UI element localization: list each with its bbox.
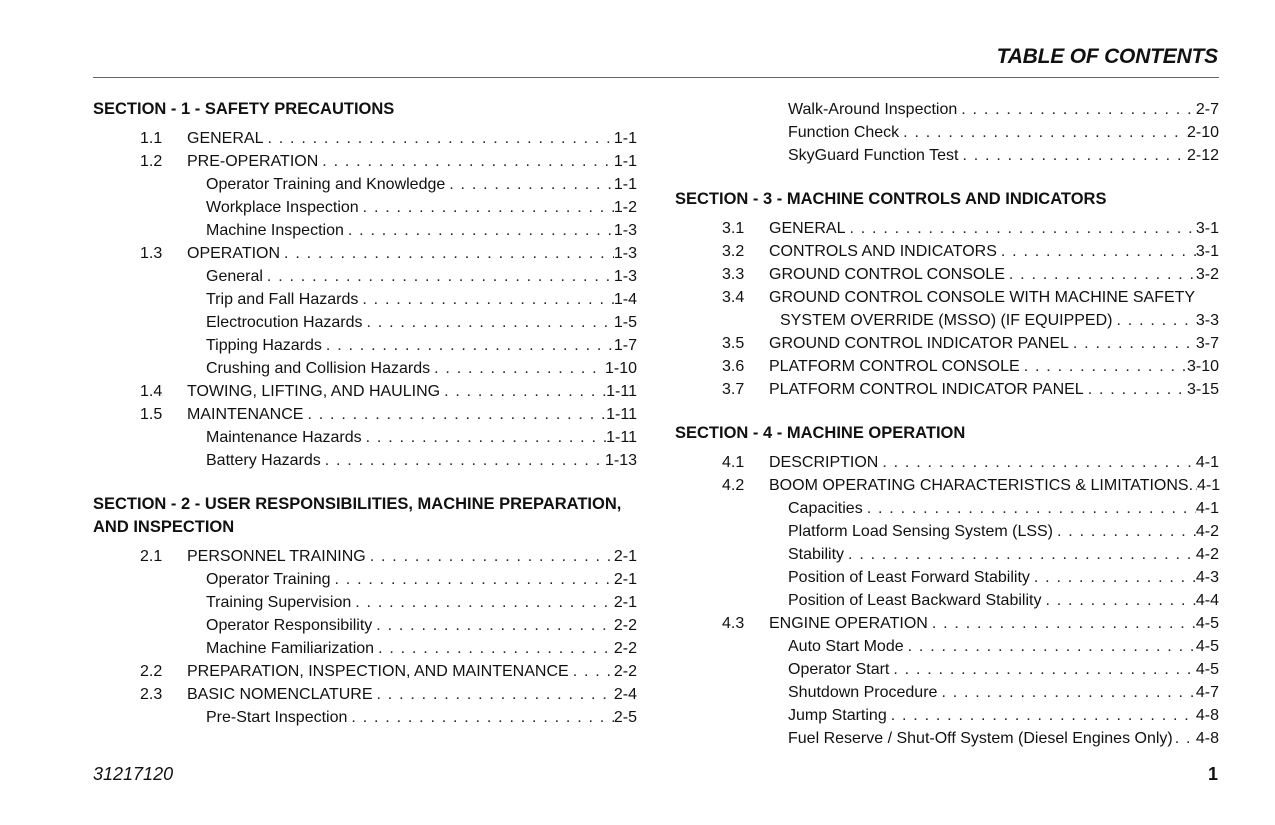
entry-number: 1.4 (140, 383, 163, 400)
entry-page: 4-2 (1195, 546, 1219, 563)
toc-entry[interactable] (93, 242, 637, 265)
dot-leader (430, 357, 605, 380)
entry-page: 2-7 (1195, 101, 1219, 118)
entry-title: GROUND CONTROL CONSOLE WITH MACHINE SAFETY (769, 289, 1196, 306)
entry-page: 1-4 (613, 291, 637, 308)
entry-title: Tipping Hazards (206, 337, 322, 354)
entry-page: 1-10 (604, 360, 637, 377)
entry-title: PERSONNEL TRAINING (187, 548, 366, 565)
entry-title: Shutdown Procedure (788, 684, 938, 701)
toc-subentry[interactable] (675, 144, 1219, 167)
entry-title: Walk-Around Inspection (788, 101, 958, 118)
entry-title: MAINTENANCE (187, 406, 304, 423)
dot-leader (904, 635, 1196, 658)
dot-leader (1030, 566, 1196, 589)
toc-subentry[interactable] (93, 426, 637, 449)
entry-page: 3-10 (1186, 358, 1219, 375)
toc-entry[interactable] (675, 612, 1219, 635)
entry-page: 3-1 (1195, 220, 1219, 237)
dot-leader (263, 127, 613, 150)
toc-subentry[interactable] (93, 449, 637, 472)
dot-leader (374, 637, 614, 660)
entry-title: Pre-Start Inspection (206, 709, 348, 726)
toc-subentry[interactable] (93, 614, 637, 637)
entry-number: 4.3 (722, 615, 745, 632)
entry-number: 3.6 (722, 358, 745, 375)
entry-title: PREPARATION, INSPECTION, AND MAINTENANCE (187, 663, 569, 680)
dot-leader (1005, 263, 1196, 286)
entry-page: 2-10 (1186, 124, 1219, 141)
dot-leader (845, 217, 1195, 240)
dot-leader (899, 121, 1187, 144)
toc-entry[interactable] (675, 451, 1219, 474)
toc-entry[interactable] (93, 127, 637, 150)
entry-number: 4.1 (722, 454, 745, 471)
page-header-title: TABLE OF CONTENTS (996, 45, 1218, 68)
toc-entry[interactable] (93, 403, 637, 426)
entry-title: Maintenance Hazards (206, 429, 362, 446)
toc-subentry[interactable] (93, 219, 637, 242)
entry-title: Trip and Fall Hazards (206, 291, 359, 308)
entry-page: 1-13 (604, 452, 637, 469)
entry-title: Position of Least Forward Stability (788, 569, 1030, 586)
entry-title: PLATFORM CONTROL INDICATOR PANEL (769, 381, 1084, 398)
toc-entry[interactable] (675, 286, 1219, 309)
dot-leader (1084, 378, 1187, 401)
toc-entry[interactable] (675, 355, 1219, 378)
dot-leader (440, 380, 606, 403)
toc-subentry[interactable] (93, 706, 637, 729)
entry-title: Position of Least Backward Stability (788, 592, 1042, 609)
entry-number: 2.2 (140, 663, 163, 680)
dot-leader (569, 660, 614, 683)
document-number: 31217120 (93, 764, 174, 784)
entry-page: 4-5 (1195, 661, 1219, 678)
entry-number: 3.1 (722, 220, 745, 237)
entry-page: 4-5 (1195, 615, 1219, 632)
dot-leader (362, 426, 607, 449)
entry-page: 4-8 (1195, 730, 1219, 747)
entry-page: 2-2 (613, 640, 637, 657)
entry-page: 4-1 (1195, 454, 1219, 471)
toc-entry[interactable] (675, 217, 1219, 240)
entry-title: Operator Training and Knowledge (206, 176, 446, 193)
entry-number: 1.1 (140, 130, 163, 147)
entry-title: PRE-OPERATION (187, 153, 319, 170)
entry-title: Capacities (788, 500, 863, 517)
toc-entry[interactable] (675, 263, 1219, 286)
entry-title: SYSTEM OVERRIDE (MSSO) (IF EQUIPPED) (780, 312, 1113, 329)
entry-page: 4-2 (1195, 523, 1219, 540)
toc-subentry[interactable] (93, 637, 637, 660)
dot-leader (1053, 520, 1196, 543)
toc-subentry[interactable] (93, 357, 637, 380)
dot-leader (331, 568, 614, 591)
toc-entry[interactable] (675, 474, 1219, 497)
entry-page: 4-1 (1195, 500, 1219, 517)
entry-number: 4.2 (722, 477, 745, 494)
toc-subentry[interactable] (675, 589, 1219, 612)
dot-leader (321, 449, 605, 472)
entry-page: 1-7 (613, 337, 637, 354)
entry-title: OPERATION (187, 245, 281, 262)
entry-page: 1-5 (613, 314, 637, 331)
toc-entry[interactable] (93, 380, 637, 403)
entry-number: 3.3 (722, 266, 745, 283)
dot-leader (928, 612, 1196, 635)
entry-page: 4-3 (1195, 569, 1219, 586)
toc-subentry[interactable] (675, 727, 1219, 750)
dot-leader (347, 706, 613, 729)
toc-subentry[interactable] (93, 334, 637, 357)
entry-title: General (206, 268, 263, 285)
toc-subentry[interactable] (675, 658, 1219, 681)
entry-page: 2-1 (613, 571, 637, 588)
dot-leader (303, 403, 606, 426)
toc-entry[interactable] (93, 545, 637, 568)
entry-page: 4-5 (1195, 638, 1219, 655)
dot-leader (344, 219, 614, 242)
entry-page: 1-11 (606, 429, 637, 446)
toc-entry[interactable] (675, 240, 1219, 263)
toc-entry-continuation[interactable] (675, 309, 1219, 332)
dot-leader (937, 681, 1195, 704)
entry-title: GENERAL (187, 130, 264, 147)
dot-leader (372, 614, 614, 637)
section-heading[interactable]: SECTION - 3 - MACHINE CONTROLS AND INDICATORS (675, 190, 1107, 208)
section-heading[interactable]: SECTION - 1 - SAFETY PRECAUTIONS (93, 100, 395, 118)
entry-page: 2-4 (613, 686, 637, 703)
toc-subentry[interactable] (675, 635, 1219, 658)
dot-leader (318, 150, 614, 173)
entry-title: Jump Starting (788, 707, 887, 724)
entry-page: 1-2 (613, 199, 637, 216)
entry-page: 3-15 (1186, 381, 1219, 398)
dot-leader (1041, 589, 1195, 612)
dot-leader (1020, 355, 1187, 378)
dot-leader (366, 545, 614, 568)
entry-page: 2-2 (613, 617, 637, 634)
toc-column-right (675, 98, 1219, 750)
entry-title: Fuel Reserve / Shut-Off System (Diesel Engines Only) (788, 730, 1173, 747)
dot-leader (322, 334, 614, 357)
entry-number: 3.7 (722, 381, 745, 398)
toc-subentry[interactable] (93, 591, 637, 614)
entry-title: DESCRIPTION (769, 454, 879, 471)
dot-leader (844, 543, 1196, 566)
entry-title: Platform Load Sensing System (LSS) (788, 523, 1054, 540)
toc-entry[interactable] (93, 683, 637, 706)
toc-column-left (93, 98, 637, 729)
dot-leader (280, 242, 614, 265)
entry-title: TOWING, LIFTING, AND HAULING (187, 383, 441, 400)
entry-title: ENGINE OPERATION (769, 615, 928, 632)
entry-title: GROUND CONTROL CONSOLE (769, 266, 1005, 283)
dot-leader (887, 704, 1196, 727)
entry-number: 2.3 (140, 686, 163, 703)
toc-entry[interactable] (93, 660, 637, 683)
section-heading[interactable]: SECTION - 4 - MACHINE OPERATION (675, 424, 966, 442)
entry-title: GENERAL (769, 220, 846, 237)
entry-page: 3-1 (1195, 243, 1219, 260)
toc-subentry[interactable] (675, 704, 1219, 727)
entry-title: Battery Hazards (206, 452, 321, 469)
entry-title: Operator Start (788, 661, 890, 678)
entry-title: Crushing and Collision Hazards (206, 360, 431, 377)
dot-leader (1173, 727, 1196, 750)
toc-entry[interactable] (675, 378, 1219, 401)
entry-page: 1-3 (613, 222, 637, 239)
entry-page: 1-11 (606, 406, 637, 423)
toc-subentry[interactable] (675, 121, 1219, 144)
page-number: 1 (1207, 764, 1218, 784)
toc-subentry[interactable] (93, 173, 637, 196)
entry-number: 3.2 (722, 243, 745, 260)
toc-subentry[interactable] (675, 520, 1219, 543)
entry-number: 3.5 (722, 335, 745, 352)
entry-number: 2.1 (140, 548, 163, 565)
entry-title: Training Supervision (206, 594, 352, 611)
entry-page: 2-12 (1186, 147, 1219, 164)
entry-number: 1.5 (140, 406, 163, 423)
entry-title: Electrocution Hazards (206, 314, 363, 331)
entry-page: 4-8 (1195, 707, 1219, 724)
entry-title: Operator Responsibility (206, 617, 373, 634)
dot-leader (957, 98, 1196, 121)
entry-page: 4-7 (1195, 684, 1219, 701)
entry-page: 1-1 (613, 153, 637, 170)
toc-subentry[interactable] (675, 497, 1219, 520)
header-divider (93, 77, 1219, 78)
entry-page: 3-3 (1195, 312, 1219, 329)
entry-page: 3-7 (1195, 335, 1219, 352)
entry-title: BASIC NOMENCLATURE (187, 686, 373, 703)
dot-leader (351, 591, 614, 614)
entry-page: 1-11 (606, 383, 637, 400)
entry-title: SkyGuard Function Test (788, 147, 959, 164)
dot-leader (863, 497, 1196, 520)
entry-page: 1-1 (613, 176, 637, 193)
entry-title: Workplace Inspection (206, 199, 359, 216)
entry-page: 1-3 (613, 268, 637, 285)
entry-page: 1-1 (613, 130, 637, 147)
entry-page: 4-4 (1195, 592, 1219, 609)
entry-page: 4-1 (1197, 477, 1221, 494)
entry-title: BOOM OPERATING CHARACTERISTICS & LIMITATIONS. (769, 477, 1194, 494)
dot-leader (997, 240, 1196, 263)
toc-subentry[interactable] (93, 288, 637, 311)
entry-title: CONTROLS AND INDICATORS (769, 243, 997, 260)
dot-leader (373, 683, 614, 706)
toc-subentry[interactable] (93, 265, 637, 288)
entry-number: 3.4 (722, 289, 745, 306)
dot-leader (1069, 332, 1196, 355)
entry-number: 1.2 (140, 153, 163, 170)
entry-page: 2-2 (613, 663, 637, 680)
entry-title: Function Check (788, 124, 900, 141)
dot-leader (958, 144, 1187, 167)
entry-title: Machine Familiarization (206, 640, 375, 657)
entry-title: Operator Training (206, 571, 331, 588)
dot-leader (1112, 309, 1195, 332)
entry-title: PLATFORM CONTROL CONSOLE (769, 358, 1020, 375)
dot-leader (445, 173, 614, 196)
toc-subentry[interactable] (675, 98, 1219, 121)
dot-leader (358, 288, 614, 311)
toc-subentry[interactable] (93, 311, 637, 334)
entry-page: 2-1 (613, 548, 637, 565)
toc-subentry[interactable] (93, 568, 637, 591)
section-heading[interactable]: SECTION - 2 - USER RESPONSIBILITIES, MACHINE PREPARATION, AND INSPECTION (93, 495, 622, 536)
entry-title: Stability (788, 546, 845, 563)
entry-page: 2-5 (613, 709, 637, 726)
toc-subentry[interactable] (675, 681, 1219, 704)
dot-leader (363, 311, 614, 334)
dot-leader (878, 451, 1196, 474)
entry-page: 3-2 (1195, 266, 1219, 283)
entry-title: Machine Inspection (206, 222, 344, 239)
toc-subentry[interactable] (675, 566, 1219, 589)
dot-leader (263, 265, 614, 288)
entry-page: 2-1 (613, 594, 637, 611)
entry-number: 1.3 (140, 245, 163, 262)
toc-entry[interactable] (93, 150, 637, 173)
toc-entry[interactable] (675, 332, 1219, 355)
dot-leader (889, 658, 1196, 681)
toc-subentry[interactable] (93, 196, 637, 219)
toc-subentry[interactable] (675, 543, 1219, 566)
dot-leader (359, 196, 614, 219)
entry-title: Auto Start Mode (788, 638, 904, 655)
entry-title: GROUND CONTROL INDICATOR PANEL (769, 335, 1069, 352)
entry-page: 1-3 (613, 245, 637, 262)
